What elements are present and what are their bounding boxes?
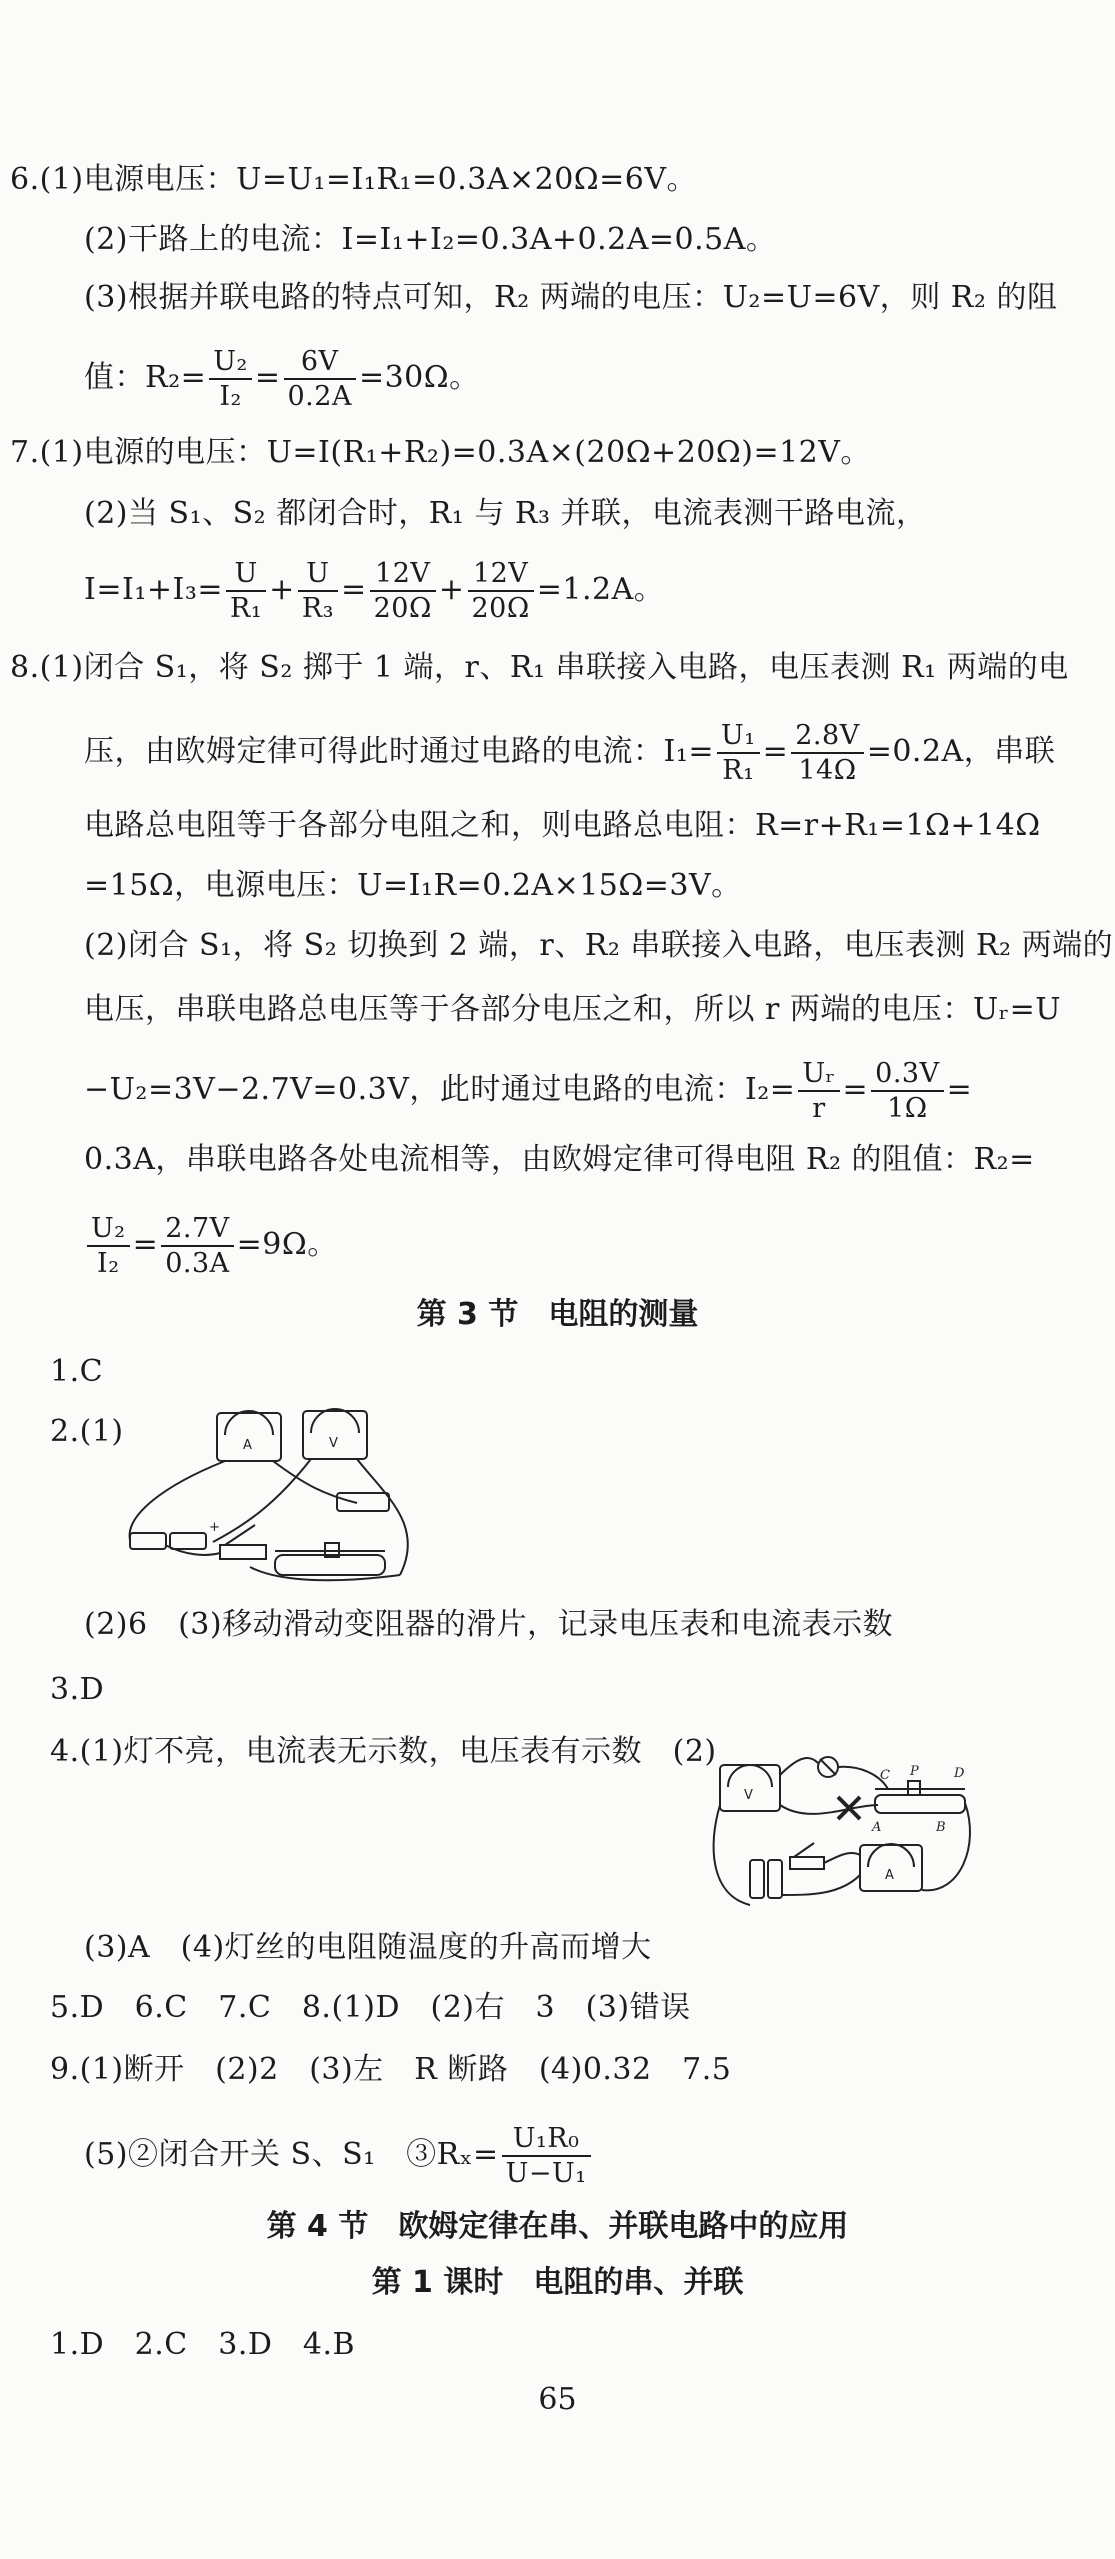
answer-1: 1.C — [50, 1354, 104, 1389]
voltmeter-scale — [728, 1765, 772, 1787]
fraction-denominator: I₂ — [97, 1248, 120, 1279]
battery-icon — [170, 1533, 206, 1549]
text-run: I=I₁+I₃= — [84, 572, 224, 607]
answer-3: 3.D — [50, 1672, 105, 1707]
voltmeter-label: V — [744, 1788, 753, 1803]
lesson-heading-1: 第 1 课时 电阻的串、并联 — [371, 2265, 744, 2300]
fraction-numerator: U₁R₀ — [502, 2125, 591, 2157]
terminal-a-label: A — [872, 1820, 882, 1835]
text-run: = — [340, 572, 367, 607]
rheostat-icon — [875, 1795, 965, 1813]
fraction-denominator: 20Ω — [471, 593, 530, 624]
wire — [922, 1803, 970, 1890]
page-number: 65 — [538, 2382, 577, 2417]
section-heading-4: 第 4 节 欧姆定律在串、并联电路中的应用 — [266, 2209, 849, 2244]
plus-label: + — [209, 1520, 220, 1535]
terminal-d-label: D — [954, 1766, 965, 1781]
fraction-numerator: U — [298, 560, 338, 592]
text-run: =30Ω。 — [358, 360, 480, 395]
answer-8-line-4: =15Ω，电源电压：U=I₁R=0.2A×15Ω=3V。 — [84, 868, 742, 903]
fraction — [298, 560, 338, 622]
fraction — [468, 560, 534, 622]
wire — [780, 1758, 818, 1775]
fraction — [717, 722, 760, 784]
fraction-denominator: U−U₁ — [505, 2158, 587, 2189]
fraction — [87, 1215, 130, 1277]
text-run: = — [254, 360, 281, 395]
terminal-b-label: B — [936, 1820, 946, 1835]
fraction — [502, 2125, 591, 2187]
terminal-p-label: P — [910, 1764, 919, 1779]
answer-6-line-1: 6.(1)电源电压：U=U₁=I₁R₁=0.3A×20Ω=6V。 — [10, 162, 698, 197]
answer-8-line-9 — [84, 1215, 338, 1277]
fraction-numerator: U₂ — [87, 1215, 130, 1247]
fraction-numerator: 0.3V — [871, 1060, 943, 1092]
fraction-denominator: 14Ω — [798, 755, 857, 786]
wire — [782, 1875, 860, 1895]
fraction-numerator: 6V — [284, 348, 356, 380]
fraction-denominator: r — [812, 1093, 826, 1124]
voltmeter-label: V — [329, 1436, 338, 1451]
fraction-denominator: 0.3A — [165, 1248, 230, 1279]
answer-6-line-3: (3)根据并联电路的特点可知，R₂ 两端的电压：U₂=U=6V，则 R₂ 的阻 — [84, 280, 1058, 315]
text-run: =9Ω。 — [236, 1227, 338, 1262]
battery-icon — [130, 1533, 166, 1549]
answer-8-line-6: 电压，串联电路总电压等于各部分电压之和，所以 r 两端的电压：Uᵣ=U — [84, 992, 1062, 1027]
answer-8-line-5: (2)闭合 S₁，将 S₂ 切换到 2 端，r、R₂ 串联接入电路，电压表测 R₂ 两端的 — [84, 928, 1114, 963]
fraction-numerator: U — [226, 560, 266, 592]
answer-4: 4.(1)灯不亮，电流表无示数，电压表有示数 (2) — [50, 1734, 717, 1769]
voltmeter-icon — [303, 1411, 367, 1459]
fraction-denominator: 20Ω — [373, 593, 432, 624]
fraction-denominator: R₁ — [722, 755, 755, 786]
fraction — [161, 1215, 233, 1277]
switch-base-icon — [220, 1545, 266, 1559]
circuit-figure-1 — [125, 1405, 435, 1590]
text-run: = — [842, 1072, 869, 1107]
text-run: + — [438, 572, 465, 607]
fraction — [209, 348, 252, 410]
fraction-denominator: I₂ — [219, 381, 242, 412]
switch-lever-icon — [225, 1525, 255, 1545]
answers-5-8: 5.D 6.C 7.C 8.(1)D (2)右 3 (3)错误 — [50, 1990, 691, 2025]
answer-9-continued — [84, 2125, 594, 2187]
battery-icon — [768, 1860, 782, 1898]
text-run: = — [762, 734, 789, 769]
battery-icon — [750, 1860, 764, 1898]
fraction — [370, 560, 436, 622]
fraction-denominator: 1Ω — [887, 1093, 928, 1124]
text-run: = — [132, 1227, 159, 1262]
fraction-numerator: 2.8V — [791, 722, 863, 754]
wire — [273, 1461, 357, 1503]
wire — [213, 1459, 311, 1542]
text-run: 压，由欧姆定律可得此时通过电路的电流：I₁= — [84, 734, 715, 769]
answer-6-line-4 — [84, 348, 480, 410]
answers-1-4: 1.D 2.C 3.D 4.B — [50, 2327, 356, 2362]
answer-6-line-2: (2)干路上的电流：I=I₁+I₂=0.3A+0.2A=0.5A。 — [84, 222, 777, 257]
ammeter-icon — [217, 1413, 281, 1461]
circuit-figure-2 — [710, 1745, 980, 1915]
wire — [780, 1805, 878, 1814]
fraction — [226, 560, 266, 622]
answer-9: 9.(1)断开 (2)2 (3)左 R 断路 (4)0.32 7.5 — [50, 2052, 732, 2087]
answer-8-line-7 — [84, 1060, 972, 1122]
answer-2-continued: (2)6 (3)移动滑动变阻器的滑片，记录电压表和电流表示数 — [84, 1607, 894, 1642]
voltmeter-scale — [311, 1409, 359, 1433]
answer-8-line-3: 电路总电阻等于各部分电阻之和，则电路总电阻：R=r+R₁=1Ω+14Ω — [84, 808, 1041, 843]
section-heading-3: 第 3 节 电阻的测量 — [416, 1297, 699, 1332]
answer-7-line-3 — [84, 560, 664, 622]
text-run: −U₂=3V−2.7V=0.3V，此时通过电路的电流：I₂= — [84, 1072, 796, 1107]
switch-lever-icon — [794, 1843, 814, 1857]
fraction-numerator: 12V — [370, 560, 436, 592]
wire — [714, 1805, 750, 1905]
fraction-denominator: R₃ — [301, 593, 334, 624]
text-run: + — [269, 572, 295, 607]
ammeter-label: A — [243, 1438, 252, 1453]
text-run: =1.2A。 — [536, 572, 665, 607]
fraction — [791, 722, 863, 784]
fraction-numerator: 2.7V — [161, 1215, 233, 1247]
fraction — [871, 1060, 943, 1122]
answer-8-line-2 — [84, 722, 1055, 784]
switch-base-icon — [790, 1857, 824, 1869]
wire — [824, 1853, 860, 1863]
answer-7-line-2: (2)当 S₁、S₂ 都闭合时，R₁ 与 R₃ 并联，电流表测干路电流， — [84, 496, 927, 531]
fraction — [798, 1060, 839, 1122]
text-run: =0.2A，串联 — [866, 734, 1056, 769]
fraction-numerator: U₁ — [717, 722, 760, 754]
fraction-numerator: Uᵣ — [798, 1060, 839, 1092]
ammeter-scale — [225, 1411, 273, 1435]
text-run: = — [946, 1072, 973, 1107]
answer-8-line-1: 8.(1)闭合 S₁，将 S₂ 掷于 1 端，r、R₁ 串联接入电路，电压表测 R₁ 两端的电 — [10, 650, 1069, 685]
fraction-denominator: 0.2A — [287, 381, 352, 412]
resistor-icon — [337, 1493, 389, 1511]
ammeter-label: A — [885, 1868, 894, 1883]
text-run: (5)②闭合开关 S、S₁ ③Rₓ= — [84, 2137, 499, 2172]
text-run: 值：R₂= — [84, 360, 207, 395]
answer-2: 2.(1) — [50, 1414, 124, 1449]
wire — [250, 1567, 400, 1580]
fraction-numerator: 12V — [468, 560, 534, 592]
answer-8-line-8: 0.3A，串联电路各处电流相等，由欧姆定律可得电阻 R₂ 的阻值：R₂= — [84, 1142, 1035, 1177]
fraction — [284, 348, 356, 410]
fraction-denominator: R₁ — [230, 593, 263, 624]
answer-7-line-1: 7.(1)电源的电压：U=I(R₁+R₂)=0.3A×(20Ω+20Ω)=12V。 — [10, 435, 871, 470]
terminal-c-label: C — [880, 1768, 890, 1783]
fraction-numerator: U₂ — [209, 348, 252, 380]
answer-4-continued: (3)A (4)灯丝的电阻随温度的升高而增大 — [84, 1930, 652, 1965]
ammeter-scale — [868, 1844, 914, 1867]
